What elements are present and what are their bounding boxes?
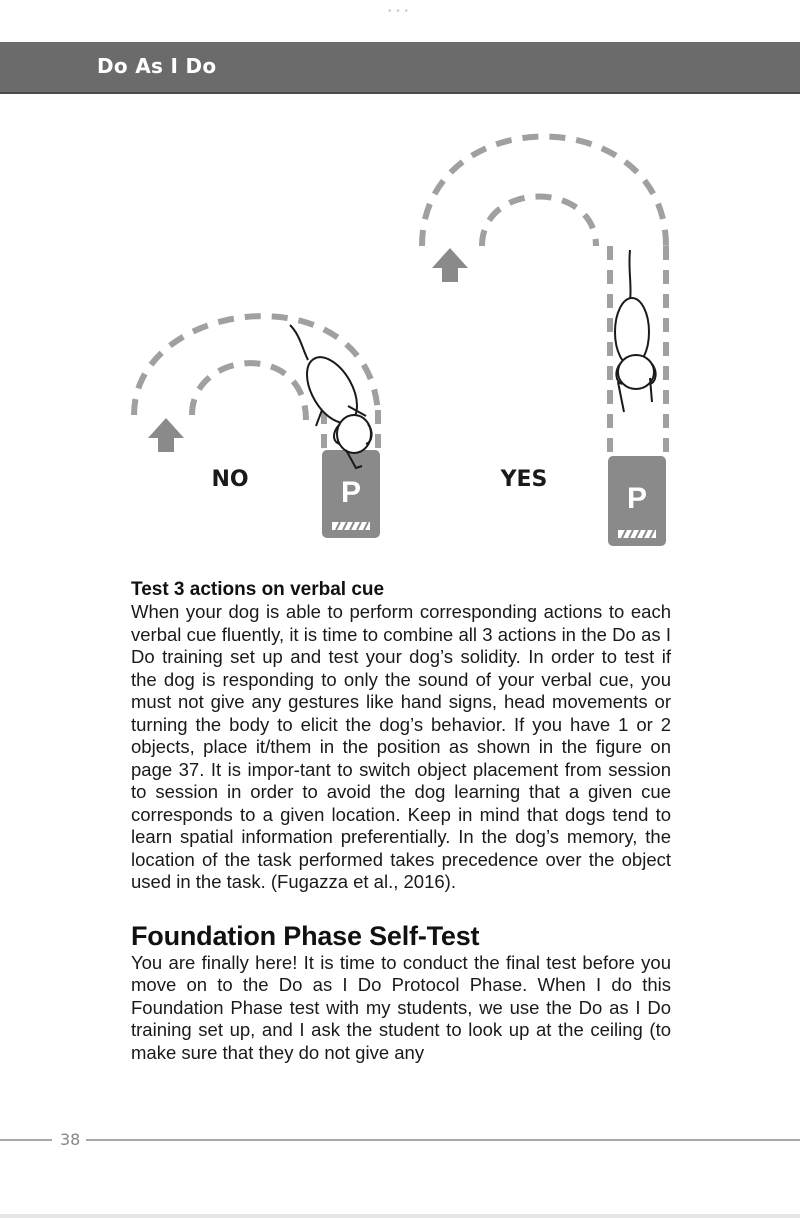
yes-parking-symbol: P — [626, 482, 648, 515]
yes-outer-arc — [422, 137, 666, 247]
yes-inner-arc — [482, 197, 596, 247]
window-dots: • • • — [388, 6, 410, 17]
yes-scenario — [422, 137, 666, 547]
footer-rule-right — [86, 1139, 800, 1141]
section-heading-test-3-actions: Test 3 actions on verbal cue — [131, 579, 385, 600]
section-body-self-test: You are finally here! It is time to conduct the final test before you move on to the Do as I Do Protocol Phase. When I do this Foundation Phase test with my students, we use the Do as I Do training set up, and I ask the student to look up at the ceiling (to make sure that they do not give any — [131, 951, 671, 1063]
no-label: NO — [211, 467, 249, 492]
bottom-edge — [0, 1214, 800, 1218]
chapter-title: Do As I Do — [97, 54, 217, 78]
no-inner-arc — [192, 363, 306, 420]
no-scenario — [134, 316, 380, 538]
yes-arrow-up-icon — [432, 248, 468, 282]
page-number: 38 — [60, 1130, 81, 1149]
no-arrow-up-icon — [148, 418, 184, 452]
yes-dog-icon — [615, 250, 656, 412]
no-dog-icon — [290, 325, 372, 468]
no-parking-symbol: P — [340, 476, 362, 509]
section-body-test-3-actions: When your dog is able to perform corresponding actions to each verbal cue fluently, it is time to combine all 3 actions in the Do as I Do training set up and test your dog’s solidity. In order to test if the dog is responding to only the sound of your verbal cue, you must not give any gestures like hand signs, head movements or turning the body to elicit the dog’s behavior. If you have 1 or 2 objects, place it/them in the position as shown in the figure on page 37. It is impor-tant to switch object placement from session to session in order to avoid the dog learning that a given cue corresponds to a given location. Keep in mind that dogs tend to learn spatial information preferentially. In the dog’s memory, the location of the task performed takes precedence over the object used in the task. (Fugazza et al., 2016). — [131, 601, 671, 892]
yes-label: YES — [500, 467, 548, 492]
chapter-header — [0, 42, 800, 94]
section-heading-self-test: Foundation Phase Self-Test — [131, 920, 480, 951]
trajectory-illustration — [110, 120, 690, 560]
trajectory-figure — [110, 120, 690, 560]
footer-rule-left — [0, 1139, 52, 1141]
page-content — [131, 579, 671, 1064]
